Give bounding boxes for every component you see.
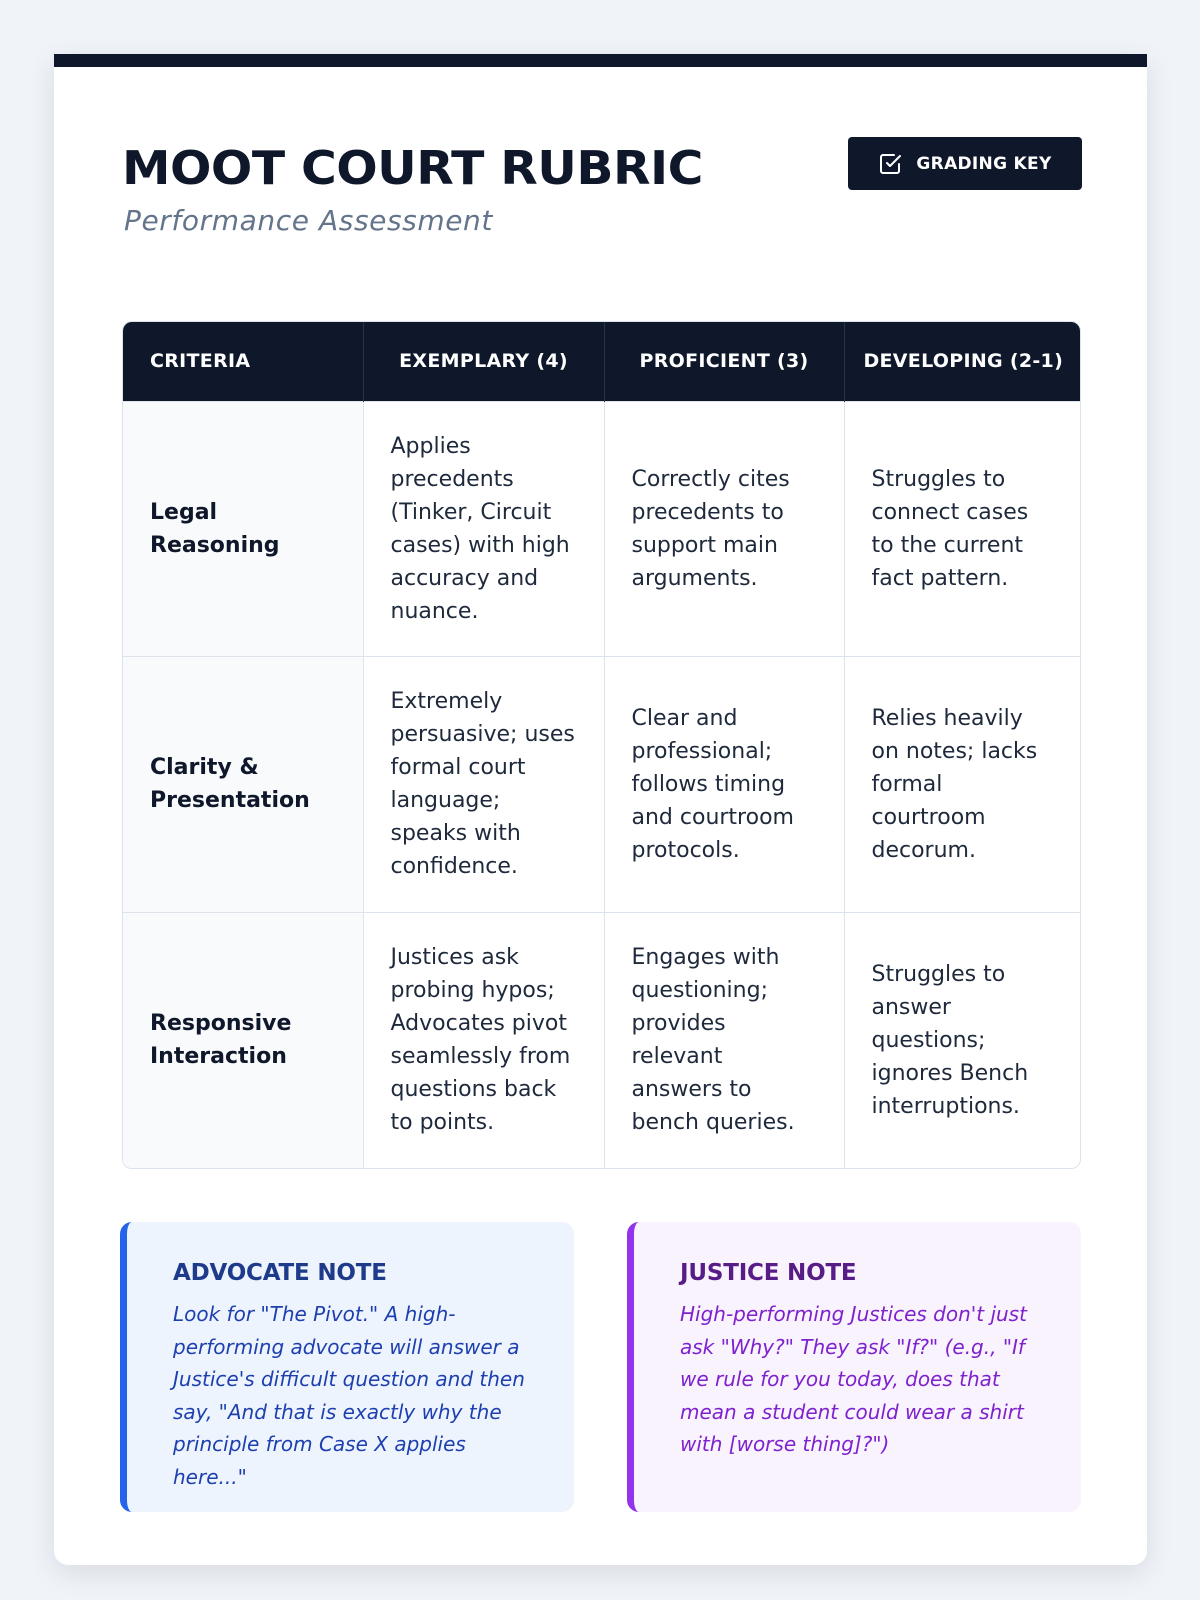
criteria-cell: Responsive Interaction	[123, 912, 363, 1168]
advocate-note-body: Look for "The Pivot." A high-performing advocate will answer a Justice's difficult question and then say, "And that is exactly why the principle from Case X applies here..."	[173, 1302, 525, 1489]
proficient-cell: Clear and professional; follows timing and courtroom protocols.	[604, 657, 844, 913]
rubric-table	[122, 321, 1081, 1169]
proficient-cell: Correctly cites precedents to support main arguments.	[604, 401, 844, 657]
proficient-cell: Engages with questioning; provides relevant answers to bench queries.	[604, 912, 844, 1168]
advocate-note	[120, 1222, 574, 1512]
developing-cell: Struggles to connect cases to the current fact pattern.	[844, 401, 1081, 657]
table-row	[123, 401, 1081, 657]
criteria-cell: Legal Reasoning	[123, 401, 363, 657]
page-header	[122, 137, 1082, 247]
criteria-cell: Clarity & Presentation	[123, 657, 363, 913]
column-header-proficient: PROFICIENT (3)	[604, 322, 844, 401]
advocate-note-title: ADVOCATE NOTE	[173, 1260, 387, 1286]
table-header-row	[123, 322, 1081, 401]
rubric-card	[54, 54, 1147, 1565]
justice-note-body: High-performing Justices don't just ask "Why?" They ask "If?" (e.g., "If we rule for you today, does that mean a student could wear a shirt with [worse thing]?")	[680, 1302, 1027, 1456]
column-header-exemplary: EXEMPLARY (4)	[363, 322, 604, 401]
page-subtitle: Performance Assessment	[124, 204, 493, 237]
developing-cell: Relies heavily on notes; lacks formal courtroom decorum.	[844, 657, 1081, 913]
grading-key-label: GRADING KEY	[916, 153, 1052, 174]
column-header-developing: DEVELOPING (2-1)	[844, 322, 1081, 401]
exemplary-cell: Applies precedents (Tinker, Circuit cases) with high accuracy and nuance.	[363, 401, 604, 657]
justice-note	[627, 1222, 1081, 1512]
checkbox-check-icon	[878, 152, 902, 176]
table-row	[123, 912, 1081, 1168]
exemplary-cell: Extremely persuasive; uses formal court language; speaks with confidence.	[363, 657, 604, 913]
page-title: MOOT COURT RUBRIC	[122, 141, 703, 195]
table-row	[123, 657, 1081, 913]
grading-key-button[interactable]	[848, 137, 1082, 190]
justice-note-title: JUSTICE NOTE	[680, 1260, 857, 1286]
exemplary-cell: Justices ask probing hypos; Advocates pivot seamlessly from questions back to points.	[363, 912, 604, 1168]
developing-cell: Struggles to answer questions; ignores Bench interruptions.	[844, 912, 1081, 1168]
column-header-criteria: CRITERIA	[123, 322, 363, 401]
